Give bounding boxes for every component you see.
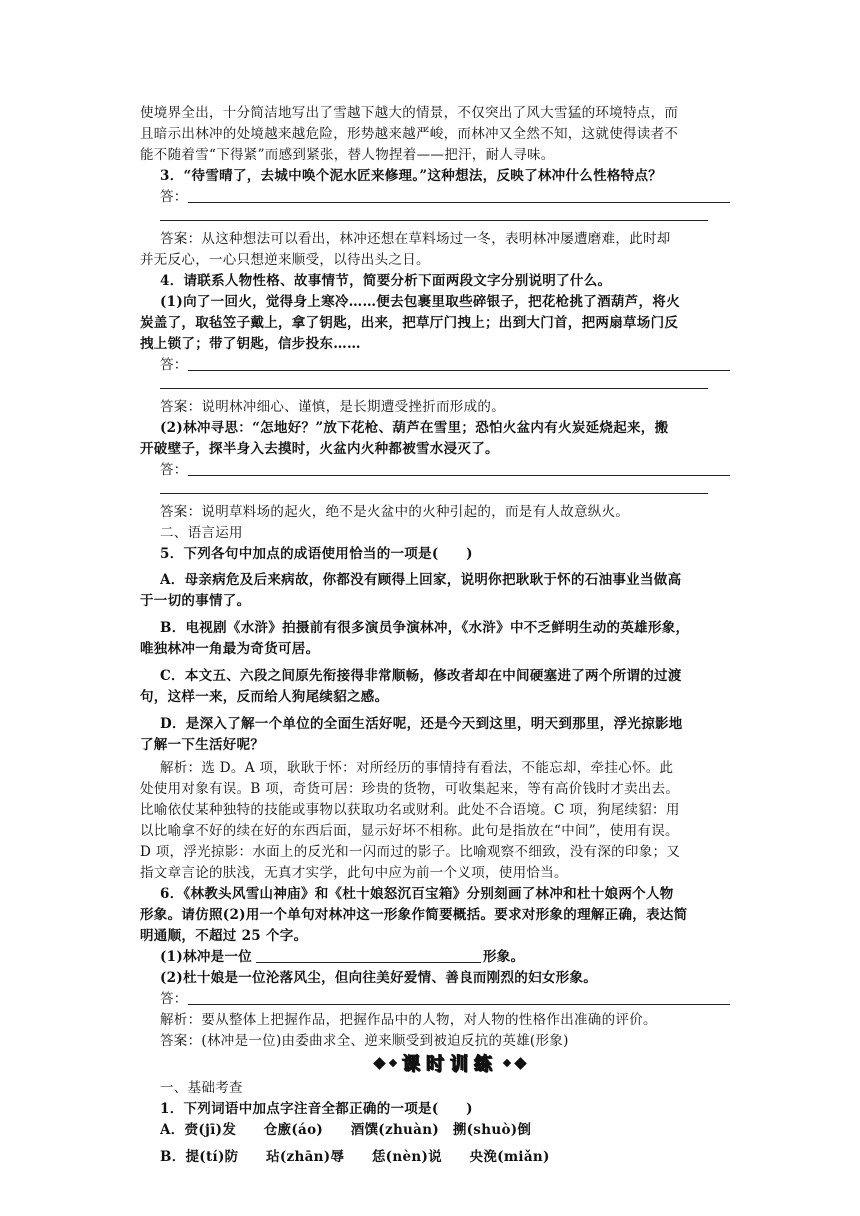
answer-blank — [188, 1004, 730, 1005]
explanation-5-cont: 以比喻拿不好的续在好的东西后面，显示好坏不相称。此句是指放在“中间”，使用有误。 — [140, 823, 679, 839]
option-d: D．是深入了解一个单位的全面生活好呢，还是今天到这里，明天到那里，浮光掠影地 — [160, 716, 683, 732]
answer-6: 答案：(林冲是一位)由委曲求全、逆来顺受到被迫反抗的英雄(形象) — [160, 1033, 569, 1049]
answer-4-2: 答案：说明草料场的起火，绝不是火盆中的火种引起的，而是有人故意纵火。 — [160, 504, 630, 520]
option-c: C．本文五、六段之间原先衔接得非常顺畅，修改者却在中间硬塞进了两个所谓的过渡 — [160, 668, 682, 684]
passage-1-cont: 拽上锁了；带了钥匙，信步投东…… — [140, 336, 361, 352]
answer-blank — [188, 370, 730, 371]
answer-label: 答： — [160, 189, 188, 205]
section-heading: 二、语言运用 — [160, 525, 243, 541]
answer-blank — [188, 202, 730, 203]
passage-1: (1)向了一回火，觉得身上寒冷……便去包裹里取些碎银子，把花枪挑了酒葫芦，将火 — [160, 294, 680, 310]
diamond-icon — [373, 1057, 386, 1070]
answer-label: 答： — [160, 991, 188, 1007]
explanation-5-cont: 处使用对象有误。B 项，奇货可居：珍贵的货物，可收集起来，等有高价钱时才卖出去。 — [140, 781, 680, 797]
text-line: 且暗示出林冲的处境越来越危险，形势越来越严峻，而林冲又全然不知，这就使得读者不 — [140, 126, 679, 142]
q6-item-1-suffix: 形象。 — [483, 949, 525, 965]
explanation-5-cont: 比喻依仗某种独特的技能或事物以获取功名或财利。此处不合语境。C 项，狗尾续貂：用 — [140, 802, 680, 818]
answer-blank — [256, 962, 481, 963]
question-6-cont: 明通顺，不超过 25 个字。 — [140, 928, 308, 944]
question-6: 6．《林教头风雪山神庙》和《杜十娘怒沉百宝箱》分别刻画了林冲和杜十娘两个人物 — [160, 886, 674, 902]
answer-blank — [160, 220, 708, 221]
text-line: 使境界全出，十分简洁地写出了雪越下越大的情景，不仅突出了风大雪猛的环境特点，而 — [140, 105, 679, 121]
option-b: B．电视剧《水浒》拍摄前有很多演员争演林冲，《水浒》中不乏鲜明生动的英雄形象， — [160, 620, 690, 636]
option-b: B．提(tí)防 玷(zhān)辱 恁(nèn)说 央浼(miǎn) — [160, 1149, 550, 1165]
banner-title: 课时训练 — [402, 1054, 498, 1075]
option-a: A．母亲病危及后来病故，你都没有顾得上回家，说明你把耿耿于怀的石油事业当做高 — [160, 572, 682, 588]
diamond-icon — [389, 1059, 397, 1067]
answer-label: 答： — [160, 462, 188, 478]
question-5: 5．下列各句中加点的成语使用恰当的一项是( ) — [160, 546, 473, 562]
explanation-5-cont: D 项，浮光掠影：水面上的反光和一闪而过的影子。比喻观察不细致，没有深的印象；又 — [140, 844, 681, 860]
option-a: A．赍(jī)发 仓廒(áo) 酒馔(zhuàn) 搠(shuò)倒 — [160, 1122, 532, 1138]
answer-4-1: 答案：说明林冲细心、谨慎，是长期遭受挫折而形成的。 — [160, 399, 505, 415]
diamond-icon — [514, 1057, 527, 1070]
explanation-5-cont: 指文章言论的肤浅，无真才实学，此句中应为前一个义项，使用恰当。 — [140, 865, 568, 881]
question-1: 1．下列词语中加点字注音全都正确的一项是( ) — [160, 1101, 473, 1117]
explanation-6: 解析：要从整体上把握作品，把握作品中的人物，对人物的性格作出准确的评价。 — [160, 1012, 657, 1028]
answer-label: 答： — [160, 357, 188, 373]
passage-2: (2)林冲寻思：“怎地好？”放下花枪、葫芦在雪里；恐怕火盆内有火炭延烧起来，搬 — [160, 420, 669, 436]
passage-1-cont: 炭盖了，取毡笠子戴上，拿了钥匙，出来，把草厅门拽上；出到大门首，把两扇草场门反 — [140, 315, 679, 331]
option-a-cont: 于一切的事情了。 — [140, 593, 251, 609]
section-heading: 一、基础考查 — [160, 1080, 243, 1096]
diamond-icon — [503, 1059, 511, 1067]
answer-3-cont: 并无反心，一心只想逆来顺受，以待出头之日。 — [140, 252, 430, 268]
q6-item-1-prefix: (1)林冲是一位 — [160, 949, 253, 965]
option-b-cont: 唯独林冲一角最为奇货可居。 — [140, 641, 320, 657]
text-line: 能不随着雪“下得紧”而感到紧张，替人物捏着——把汗，耐人寻味。 — [140, 147, 555, 163]
answer-blank — [160, 493, 708, 494]
explanation-5: 解析：选 D。A 项，耿耿于怀：对所经历的事情持有看法，不能忘却，牵挂心怀。此 — [160, 760, 674, 776]
question-6-cont: 形象。请仿照(2)用一个单句对林冲这一形象作简要概括。要求对形象的理解正确，表达简 — [140, 907, 688, 923]
passage-2-cont: 开破壁子，探半身入去摸时，火盆内火种都被雪水浸灭了。 — [140, 441, 499, 457]
answer-blank — [188, 475, 730, 476]
q6-item-2: (2)杜十娘是一位沦落风尘，但向往美好爱情、善良而刚烈的妇女形象。 — [160, 970, 598, 986]
option-d-cont: 了解一下生活好呢？ — [140, 737, 265, 753]
question-3: 3．“待雪晴了，去城中唤个泥水匠来修理。”这种想法，反映了林冲什么性格特点？ — [160, 168, 663, 184]
option-c-cont: 句，这样一来，反而给人狗尾续貂之感。 — [140, 689, 389, 705]
question-4: 4．请联系人物性格、故事情节，简要分析下面两段文字分别说明了什么。 — [160, 273, 612, 289]
answer-3: 答案：从这种想法可以看出，林冲还想在草料场过一冬，表明林冲屡遭磨难，此时却 — [160, 231, 671, 247]
section-banner — [365, 1052, 535, 1074]
answer-blank — [160, 388, 708, 389]
